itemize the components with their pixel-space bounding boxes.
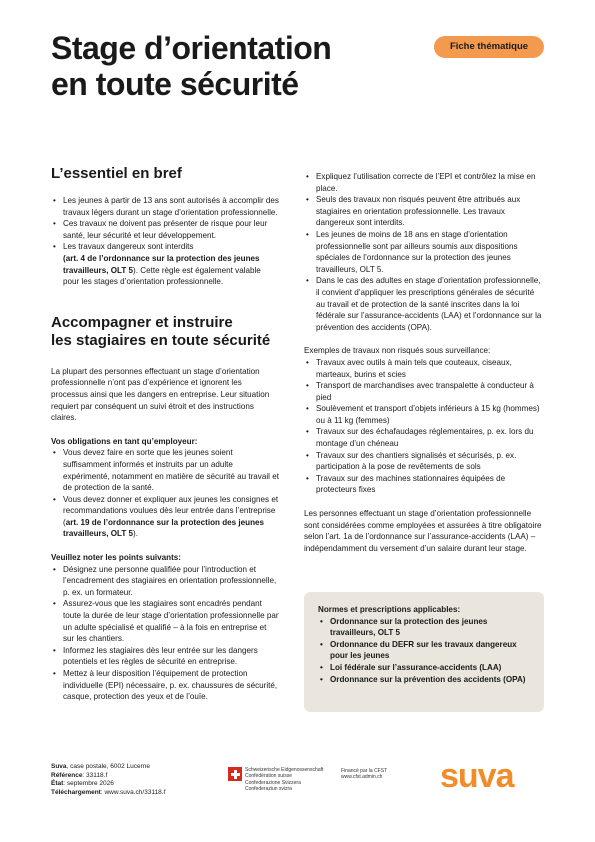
list-item: • Désignez une personne qualifiée pour l’introduction et l’encadrement des stagiaires en orientation professionnelle, p. ex. un formateur. [63,564,279,599]
list-item: • Assurez-vous que les stagiaires sont encadrés pendant toute la durée de leur stage d’orientation professionnelle par un adulte spécialisé et qualifié – à la fois en entreprise et sur les chantiers. [63,598,279,644]
examples-heading: Exemples de travaux non risqués sous surveillance: [304,346,491,356]
points-list [51,564,279,703]
funding-note: Financé par la CFST www.cfst.admin.ch [341,768,411,781]
list-item: • Transport de marchandises avec transpalette à conducteur à pied [316,380,544,403]
list-item: • Loi fédérale sur l’assurance-accidents (LAA) [330,662,530,674]
list-item: • Les jeunes de moins de 18 ans en stage d’orientation professionnelle sont par ailleurs soumis aux dispositions spéciales de l’ordonnance sur la protection des jeunes travailleurs, OLT 5. [316,229,544,275]
legal-reference: (art. 4 de l’ordonnance sur la protection des jeunes travailleurs, OLT 5 [63,253,260,275]
download-link[interactable]: : www.suva.ch/33118.f [100,788,166,796]
footer-info: Suva, case postale, 6002 Lucerne Référence: 33118.f État: septembre 2026 Téléchargement: www.suva.ch/33118.f [51,763,166,796]
list-item: • Vous devez faire en sorte que les jeunes soient suffisamment informés et instruits par un adulte expérimenté, notamment en matière de sécurité au travail et de protection de la santé. [63,447,279,493]
insurance-paragraph: Les personnes effectuant un stage d’orientation professionnelle sont considérées comme employées et assurées à titre obligatoire selon l’art. 1a de l’ordonnance sur l’assurance-accidents (LAA) – indépendamment du versement d’un salaire durant leur stage. [304,509,542,553]
list-item: • Les travaux dangereux sont interdits (art. 4 de l’ordonnance sur la protection des jeunes travailleurs, OLT 5). Cette règle est également valable pour les stages d’orientation professionnelle. [63,241,279,287]
list-item: • Informez les stagiaires dès leur entrée sur les dangers potentiels et les règles de sécurité en entreprise. [63,645,279,668]
title-line-1: Stage d’orientation [51,30,332,66]
accompagner-intro: La plupart des personnes effectuant un stage d’orientation professionnelle n’ont pas d’expérience et ignorent les processus ainsi que les dangers en entreprise. Leur situation requiert par conséquent un suivi étroit et des instructions claires. [51,366,270,423]
list-item: • Travaux sur des échafaudages réglementaires, p. ex. lors du montage d’un chéneau [316,426,544,449]
confederation-text: Schweizerische Eidgenossenschaft Confédération suisse Confederazione Svizzera Confederaziun svizra [245,767,324,793]
cfst-link[interactable]: www.cfst.admin.ch [341,774,383,781]
list-item: • Dans le cas des adultes en stage d’orientation professionnelle, il convient d’appliquer les prescriptions générales de sécurité au travail et de protection de la santé inscrites dans la loi fédérale sur l’assurance-accidents (LAA) et l’ordonnance sur la prévention des accidents (OPA). [316,275,544,333]
list-item: • Ordonnance sur la protection des jeunes travailleurs, OLT 5 [330,616,530,639]
list-item: • Les jeunes à partir de 13 ans sont autorisés à accomplir des travaux légers durant un stage d’orientation professionnelle. [63,195,279,218]
page-title [51,30,411,102]
list-item: • Ordonnance du DEFR sur les travaux dangereux pour les jeunes [330,639,530,662]
list-item: • Mettez à leur disposition l’équipement de protection individuelle (EPI) nécessaire, p. ex. chaussures de sécurité, casque, protection des yeux et de l’ouïe. [63,668,279,703]
norms-list [318,616,530,686]
swiss-cross-icon [228,767,242,781]
list-item: • Ordonnance sur la prévention des accidents (OPA) [330,674,530,686]
list-item: • Travaux avec outils à main tels que couteaux, ciseaux, marteaux, burins et scies [316,357,544,380]
rules-list [304,171,544,333]
obligations-list [51,447,279,540]
right-column [304,171,544,554]
points-heading: Veuillez noter les points suivants: [51,553,181,563]
list-item: • Travaux sur des chantiers signalisés et sécurisés, p. ex. participation à la pose de revêtements de sols [316,450,544,473]
essentiel-list [51,195,279,288]
list-item: • Expliquez l’utilisation correcte de l’EPI et contrôlez la mise en place. [316,171,544,194]
accompagner-heading: Accompagner et instruire les stagiaires en toute sécurité [51,313,271,349]
list-item: • Soulèvement et transport d’objets inférieurs à 15 kg (hommes) ou à 11 kg (femmes) [316,403,544,426]
list-item: • Travaux sur des machines stationnaires équipées de protecteurs fixes [316,473,544,496]
obligations-heading: Vos obligations en tant qu’employeur: [51,436,198,446]
list-item: • Seuls des travaux non risqués peuvent être attribués aux stagiaires en orientation professionnelle. Les travaux dangereux sont interdits. [316,194,544,229]
suva-logo: suva [440,757,514,795]
norms-box [304,592,544,712]
essentiel-heading: L’essentiel en bref [51,165,182,182]
topic-badge: Fiche thématique [434,36,544,58]
left-column [51,165,279,703]
title-line-2: en toute sécurité [51,66,299,102]
list-item: • Vous devez donner et expliquer aux jeunes les consignes et recommandations voulues dès leur entrée dans l’entreprise (art. 19 de l’ordonnance sur la protection des jeunes travailleurs, OLT 5). [63,494,279,540]
norms-heading: Normes et prescriptions applicables: [318,605,461,614]
list-item: • Ces travaux ne doivent pas présenter de risque pour leur santé, leur sécurité et leur développement. [63,218,279,241]
examples-list [304,357,544,496]
